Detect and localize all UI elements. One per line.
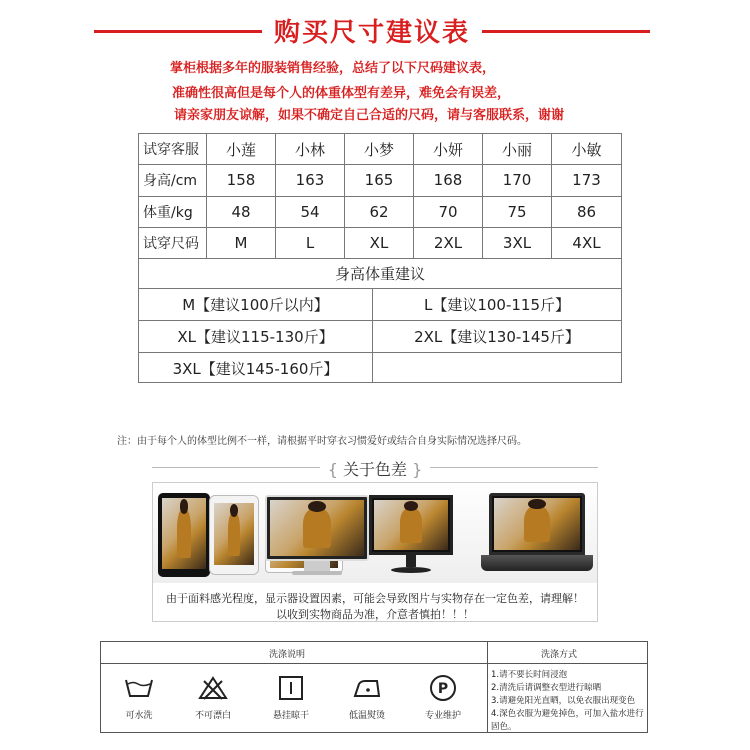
wash-method-item: 1.请不要长时间浸泡	[491, 670, 568, 680]
wash-label: 悬挂晾干	[272, 711, 309, 721]
model-name-cell: 小梦	[345, 134, 414, 165]
product-photo	[494, 498, 580, 550]
device-strip	[153, 483, 597, 583]
recommend-title: 身高体重建议	[139, 259, 621, 289]
weight-cell: 62	[345, 197, 414, 228]
title-line-right	[482, 30, 650, 33]
wash-item	[177, 672, 249, 721]
row-label-height: 身高/cm	[139, 165, 207, 196]
title-line-left	[94, 30, 262, 33]
product-photo	[162, 498, 206, 569]
wash-method-item: 4.深色衣服为避免掉色，可加入盐水进行固色。	[491, 709, 644, 732]
wash-panel	[100, 641, 648, 733]
laptop-icon	[481, 493, 593, 581]
wash-method-item: 2.清洗后请调整衣型进行晾晒	[491, 683, 602, 693]
weight-cell: 86	[552, 197, 621, 228]
product-photo	[374, 500, 448, 550]
color-difference-panel	[152, 482, 598, 622]
size-cell: XL	[345, 228, 414, 259]
height-cell: 168	[414, 165, 483, 196]
recommend-2xl: 2XL【建议130-145斤】	[414, 328, 580, 346]
model-name-cell: 小林	[276, 134, 345, 165]
height-cell: 165	[345, 165, 414, 196]
recommend-xl: XL【建议115-130斤】	[139, 321, 373, 352]
recommend-l: L【建议100-115斤】	[423, 296, 571, 314]
color-title-text: 关于色差	[342, 460, 407, 479]
weight-cell: 48	[207, 197, 276, 228]
row-label-weight: 体重/kg	[139, 197, 207, 228]
intro-line-2: 准确性很高但是每个人的体重体型有差异，难免会有误差，	[172, 86, 511, 101]
color-title-line-right	[430, 467, 598, 468]
monitor-icon	[369, 495, 453, 583]
intro-line-3: 请亲家朋友谅解，如果不确定自己合适的尺码，请与客服联系，谢谢	[174, 108, 565, 123]
size-cell: 3XL	[483, 228, 552, 259]
size-table	[138, 133, 622, 383]
size-note: 注：由于每个人的体型比例不一样，请根据平时穿衣习惯爱好或结合自身实际情况选择尺码。	[117, 436, 527, 447]
professional-care-icon	[407, 672, 479, 704]
no-bleach-icon	[177, 672, 249, 704]
wash-method-item: 3.请避免阳光直晒，以免衣服出现变色	[491, 696, 636, 706]
wash-item	[255, 672, 327, 721]
size-cell: 4XL	[552, 228, 621, 259]
imac-icon	[265, 495, 369, 583]
size-cell: M	[207, 228, 276, 259]
low-iron-icon	[331, 672, 403, 704]
recommend-m: M【建议100斤以内】	[139, 289, 373, 320]
wash-label: 专业维护	[424, 711, 461, 721]
hang-dry-icon	[255, 672, 327, 704]
wash-divider	[487, 642, 488, 732]
wash-item	[103, 672, 175, 721]
wash-item	[331, 672, 403, 721]
weight-cell: 54	[276, 197, 345, 228]
height-cell: 173	[552, 165, 621, 196]
svg-text:P: P	[437, 681, 449, 697]
color-disclaimer-1: 由于面料感光程度，显示器设置因素，可能会导致图片与实物存在一定色差，请理解！	[166, 592, 584, 605]
height-cell: 170	[483, 165, 552, 196]
row-label-size: 试穿尺码	[139, 228, 207, 259]
model-name-cell: 小莲	[207, 134, 276, 165]
brace-left: {	[327, 460, 338, 479]
color-section-title	[320, 457, 430, 480]
product-photo	[270, 500, 364, 556]
recommend-row	[139, 289, 621, 321]
page-title: 购买尺寸建议表	[273, 18, 470, 48]
hand-wash-icon	[103, 672, 175, 704]
wash-label: 可水洗	[125, 711, 153, 721]
recommend-row	[139, 321, 621, 353]
color-disclaimer-2: 以收到实物商品为准，介意者慎拍！！！	[276, 608, 474, 621]
intro-line-1: 掌柜根据多年的服装销售经验，总结了以下尺码建议表，	[170, 61, 496, 76]
wash-label: 不可漂白	[194, 711, 231, 721]
height-cell: 163	[276, 165, 345, 196]
wash-header	[101, 642, 647, 664]
weight-cell: 75	[483, 197, 552, 228]
header-label-cell: 试穿客服	[139, 134, 207, 165]
wash-method-header: 洗涤方式	[541, 650, 578, 660]
wash-method-list	[491, 669, 645, 734]
phone-white-icon	[209, 495, 259, 575]
wash-item	[407, 672, 479, 721]
size-grid	[139, 134, 621, 259]
model-name-cell: 小妍	[414, 134, 483, 165]
brace-right: }	[412, 460, 423, 479]
size-cell: 2XL	[414, 228, 483, 259]
product-photo	[214, 503, 254, 565]
model-name-cell: 小敏	[552, 134, 621, 165]
height-cell: 158	[207, 165, 276, 196]
color-title-line-left	[152, 467, 320, 468]
wash-instructions-header: 洗涤说明	[269, 650, 306, 660]
wash-label: 低温熨烫	[348, 711, 385, 721]
weight-cell: 70	[414, 197, 483, 228]
recommend-empty	[373, 353, 621, 383]
phone-dark-icon	[158, 493, 210, 577]
size-cell: L	[276, 228, 345, 259]
model-name-cell: 小丽	[483, 134, 552, 165]
recommend-3xl: 3XL【建议145-160斤】	[139, 353, 373, 383]
recommend-row	[139, 353, 621, 383]
